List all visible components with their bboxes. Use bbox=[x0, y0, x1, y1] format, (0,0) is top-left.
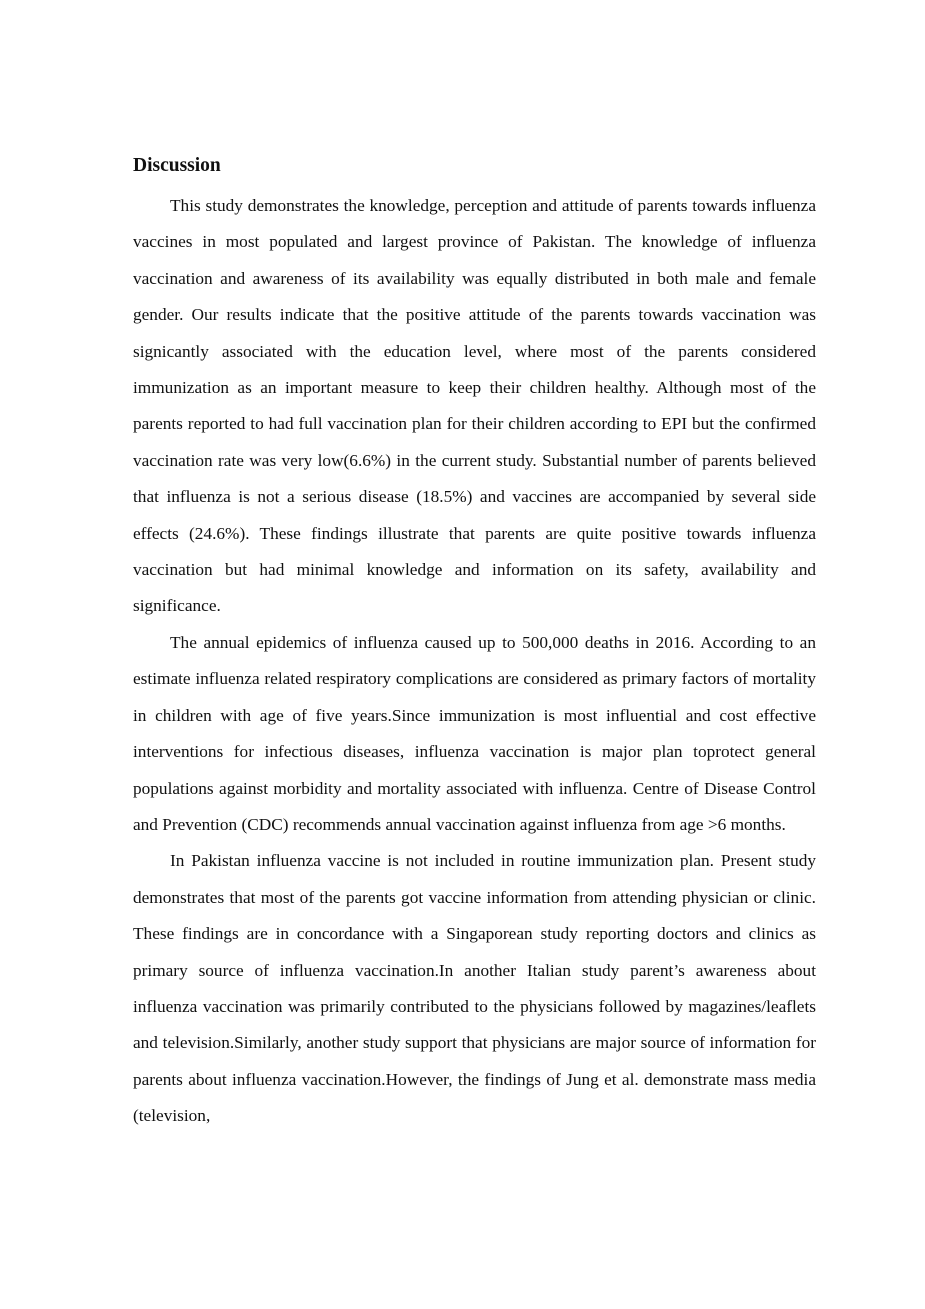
section-heading: Discussion bbox=[133, 155, 221, 176]
document-page bbox=[133, 152, 816, 1135]
paragraph-3: In Pakistan influenza vaccine is not included in routine immunization plan. Present study demonstrates that most of the parents got vaccine information from attending physician or clinic. These findings are in concordance with a Singaporean study reporting doctors and clinics as primary source of influenza vaccination.In another Italian study parent’s awareness about influenza vaccination was primarily contributed to the physicians followed by magazines/leaflets and television.Similarly, another study support that physicians are major source of information for parents about influenza vaccination.However, the findings of Jung et al. demonstrate mass media (television, bbox=[133, 851, 816, 1126]
paragraph-1: This study demonstrates the knowledge, perception and attitude of parents towards influenza vaccines in most populated and largest province of Pakistan. The knowledge of influenza vaccination and awareness of its availability was equally distributed in both male and female gender. Our results indicate that the positive attitude of the parents towards vaccination was signicantly associated with the education level, where most of the parents considered immunization as an important measure to keep their children healthy. Although most of the parents reported to had full vaccination plan for their children according to EPI but the confirmed vaccination rate was very low(6.6%) in the current study. Substantial number of parents believed that influenza is not a serious disease (18.5%) and vaccines are accompanied by several side effects (24.6%). These findings illustrate that parents are quite positive towards influenza vaccination but had minimal knowledge and information on its safety, availability and significance. bbox=[133, 196, 816, 616]
paragraph-2: The annual epidemics of influenza caused up to 500,000 deaths in 2016. According to an estimate influenza related respiratory complications are considered as primary factors of mortality in children with age of five years.Since immunization is most influential and cost effective interventions for infectious diseases, influenza vaccination is major plan toprotect general populations against morbidity and mortality associated with influenza. Centre of Disease Control and Prevention (CDC) recommends annual vaccination against influenza from age >6 months. bbox=[133, 632, 816, 834]
